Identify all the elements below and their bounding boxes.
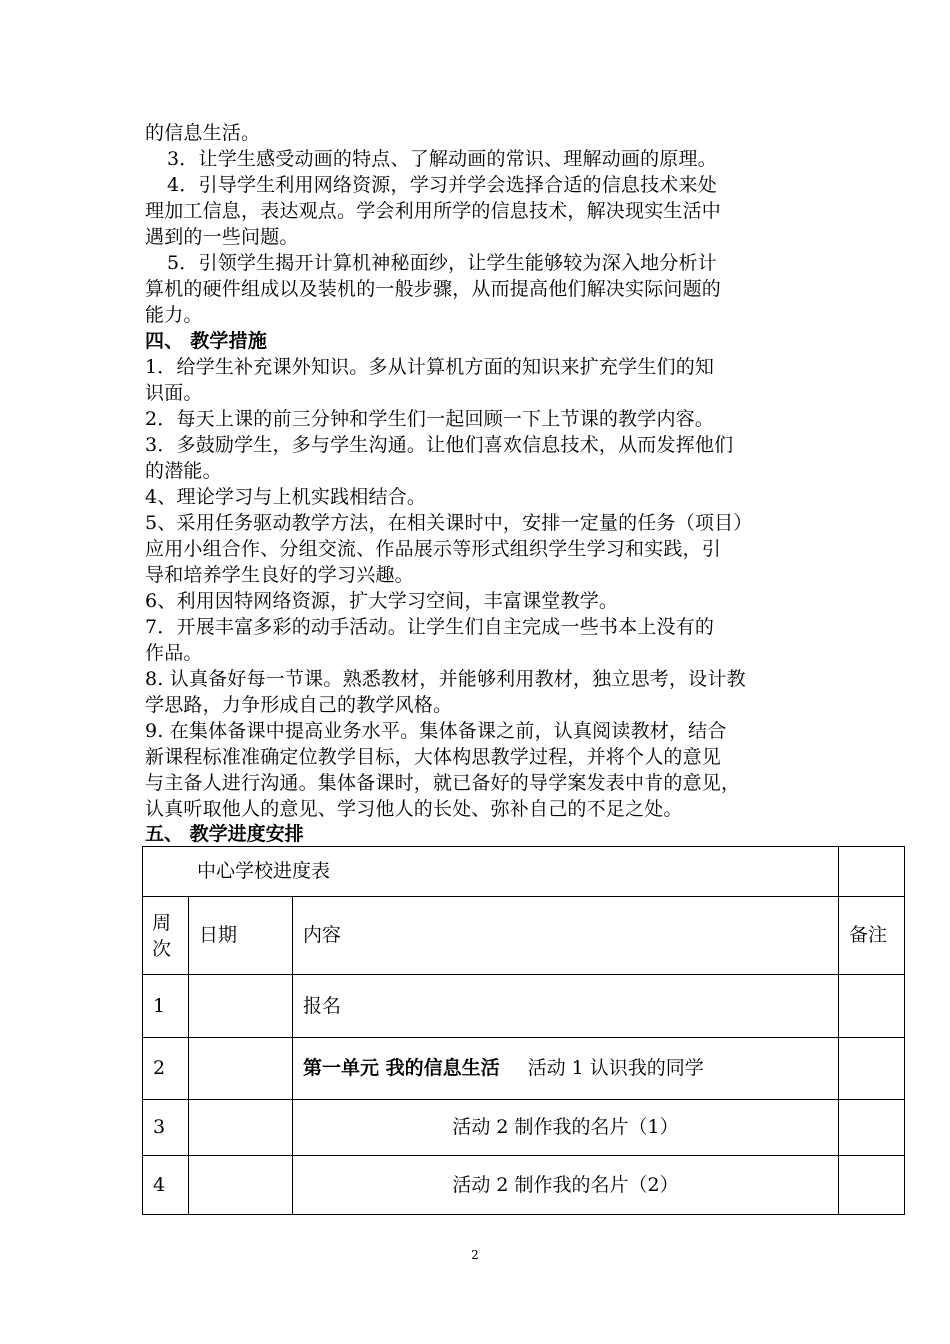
cell-date: [189, 1100, 293, 1156]
measure-line: 8. 认真备好每一节课。熟悉教材，并能够利用教材，独立思考，设计教: [145, 668, 746, 690]
measure-line: 5、采用任务驱动教学方法，在相关课时中，安排一定量的任务（项目）: [145, 512, 753, 534]
header-date: 日期: [189, 897, 293, 975]
measure-line: 学思路，力争形成自己的教学风格。: [145, 694, 453, 716]
activity-title: 活动 1 认识我的同学: [527, 1057, 704, 1079]
measure-line: 2．每天上课的前三分钟和学生们一起回顾一下上节课的教学内容。: [145, 408, 715, 430]
cell-remark: [839, 1156, 905, 1215]
paragraph-line: 4．引导学生利用网络资源，学习并学会选择合适的信息技术来处: [167, 174, 717, 196]
cell-week: 2: [143, 1038, 189, 1100]
measure-line: 的潜能。: [145, 460, 222, 482]
header-remark: 备注: [839, 897, 905, 975]
measure-line: 9. 在集体备课中提高业务水平。集体备课之前，认真阅读教材，结合: [145, 720, 727, 742]
table-row: [143, 1156, 905, 1215]
cell-content: [293, 1038, 839, 1100]
paragraph-line: 遇到的一些问题。: [145, 226, 299, 248]
measure-line: 导和培养学生良好的学习兴趣。: [145, 564, 414, 586]
cell-remark: [839, 1100, 905, 1156]
body-text: [145, 120, 815, 822]
cell-remark: [839, 1038, 905, 1100]
measure-line: 1．给学生补充课外知识。多从计算机方面的知识来扩充学生们的知: [145, 356, 715, 378]
measure-line: 6、利用因特网络资源，扩大学习空间，丰富课堂教学。: [145, 590, 619, 612]
measure-line: 7．开展丰富多彩的动手活动。让学生们自主完成一些书本上没有的: [145, 616, 715, 638]
table-title-row: [143, 847, 905, 897]
table-row: [143, 1100, 905, 1156]
measure-line: 与主备人进行沟通。集体备课时，就已备好的导学案发表中肯的意见，: [145, 772, 741, 794]
cell-content: 报名: [293, 975, 839, 1038]
measure-line: 4、理论学习与上机实践相结合。: [145, 486, 427, 508]
paragraph-line: 3．让学生感受动画的特点、了解动画的常识、理解动画的原理。: [167, 148, 717, 170]
measure-line: 认真听取他人的意见、学习他人的长处、弥补自己的不足之处。: [145, 798, 683, 820]
paragraph-line: 能力。: [145, 304, 203, 326]
cell-remark: [839, 975, 905, 1038]
cell-content: 活动 2 制作我的名片（1）: [293, 1100, 839, 1156]
cell-date: [189, 1156, 293, 1215]
paragraph-line: 算机的硬件组成以及装机的一般步骤，从而提高他们解决实际问题的: [145, 278, 722, 300]
measure-line: 应用小组合作、分组交流、作品展示等形式组织学生学习和实践，引: [145, 538, 722, 560]
cell-date: [189, 1038, 293, 1100]
paragraph-line: 理加工信息，表达观点。学会利用所学的信息技术，解决现实生活中: [145, 200, 722, 222]
paragraph-line: 的信息生活。: [145, 122, 261, 144]
header-week: [143, 897, 189, 975]
page-number: 2: [471, 1248, 479, 1262]
cell-week: 3: [143, 1100, 189, 1156]
table-row: [143, 1038, 905, 1100]
cell-content: 活动 2 制作我的名片（2）: [293, 1156, 839, 1215]
header-content: 内容: [293, 897, 839, 975]
table-title: 中心学校进度表: [143, 847, 839, 897]
cell-week: 1: [143, 975, 189, 1038]
header-week-line1: 周: [152, 911, 172, 934]
measure-line: 识面。: [145, 382, 203, 404]
paragraph-line: 5．引领学生揭开计算机神秘面纱，让学生能够较为深入地分析计: [167, 252, 717, 274]
table-header-row: [143, 897, 905, 975]
table-row: [143, 975, 905, 1038]
measure-line: 作品。: [145, 642, 203, 664]
cell-date: [189, 975, 293, 1038]
cell-week: 4: [143, 1156, 189, 1215]
header-week-line2: 次: [152, 937, 172, 960]
table-cell-empty: [839, 847, 905, 897]
measure-line: 3．多鼓励学生，多与学生沟通。让他们喜欢信息技术，从而发挥他们: [145, 434, 734, 456]
measure-line: 新课程标准准确定位教学目标，大体构思教学过程，并将个人的意见: [145, 746, 722, 768]
schedule-table: [142, 846, 905, 1215]
section-heading-schedule: 五、 教学进度安排: [145, 823, 304, 845]
unit-title: 第一单元 我的信息生活: [303, 1057, 500, 1079]
section-heading-measures: 四、 教学措施: [145, 330, 268, 352]
